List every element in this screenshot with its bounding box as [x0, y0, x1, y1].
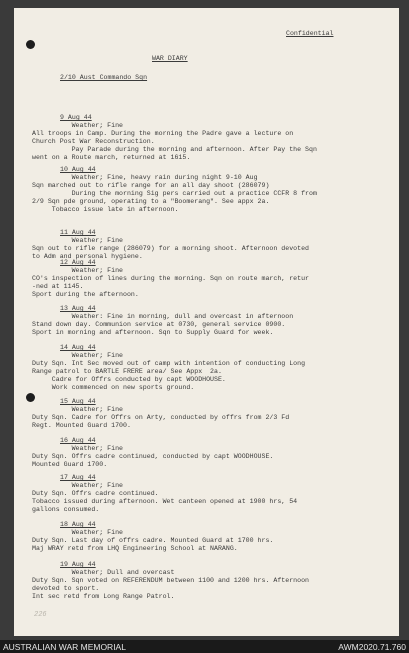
page-title: WAR DIARY: [152, 55, 188, 62]
entry-date: 16 Aug 44: [60, 437, 96, 444]
entry-line: Church Post War Reconstruction.: [32, 138, 155, 145]
entry-line: Weather; Fine: [32, 237, 124, 244]
entry-line: Range patrol to BARTLE FRERE area/ See Appx 2a.: [32, 368, 222, 375]
entry-date: 9 Aug 44: [60, 114, 92, 121]
entry-line: Weather: Fine in morning, dull and overcast in afternoon: [32, 313, 294, 320]
pencil-annotation: 226: [34, 611, 47, 619]
entry-date: 18 Aug 44: [60, 521, 96, 528]
entry-line: 2/9 Sqn pde ground, operating to a "Boomerang". See appx 2a.: [32, 198, 270, 205]
entry-line: to Adm and personal hygiene.: [32, 253, 143, 260]
entry-line: Weather; Fine: [32, 529, 124, 536]
entry-line: Int sec retd from Long Range Patrol.: [32, 593, 175, 600]
entry-line: went on a Route march, returned at 1615.: [32, 154, 191, 161]
entry-line: Sqn marched out to rifle range for an all day shoot (286079): [32, 182, 270, 189]
entry-line: Duty Sqn. Offrs cadre continued.: [32, 490, 159, 497]
entry-date: 11 Aug 44: [60, 229, 96, 236]
entry-line: Maj WRAY retd from LHQ Engineering School at NARANG.: [32, 545, 238, 552]
entry-line: Duty Sqn. Int Sec moved out of camp with intention of conducting Long: [32, 360, 306, 367]
entry-line: Duty Sqn. Sqn voted on REFERENDUM between 1100 and 1200 hrs. Afternoon: [32, 577, 309, 584]
entry-line: Weather; Fine: [32, 482, 124, 489]
entry-line: All troops in Camp. During the morning the Padre gave a lecture on: [32, 130, 294, 137]
entry-line: Weather; Fine, heavy rain during night 9-10 Aug: [32, 174, 258, 181]
entry-line: CO's inspection of lines during the morning. Sqn on route march, retur: [32, 275, 309, 282]
entry-line: gallons consumed.: [32, 506, 100, 513]
entry-line: Duty Sqn. Cadre for Offrs on Arty, conducted by offrs from 2/3 Fd: [32, 414, 290, 421]
entry-date: 17 Aug 44: [60, 474, 96, 481]
entry-line: During the morning Sig pers carried out a practice CCFR 8 from: [32, 190, 317, 197]
entry-line: Weather; Fine: [32, 406, 124, 413]
entry-line: Stand down day. Communion service at 0730, general service 0900.: [32, 321, 286, 328]
unit-name: 2/10 Aust Commando Sqn: [60, 74, 148, 81]
entry-line: Weather; Fine: [32, 122, 124, 129]
entry-line: Tobacco issue late in afternoon.: [32, 206, 179, 213]
entry-line: Mounted Guard 1700.: [32, 461, 108, 468]
entry-line: devoted to sport.: [32, 585, 100, 592]
entry-date: 13 Aug 44: [60, 305, 96, 312]
entry-line: Cadre for Offrs conducted by capt WOODHOUSE.: [32, 376, 226, 383]
entry-line: Tobacco issued during afternoon. Wet canteen opened at 1900 hrs, 54: [32, 498, 298, 505]
footer-institution: AUSTRALIAN WAR MEMORIAL: [3, 642, 126, 652]
entry-line: Weather; Dull and overcast: [32, 569, 175, 576]
diary-page: [14, 8, 399, 636]
entry-line: Regt. Mounted Guard 1700.: [32, 422, 131, 429]
entry-line: Sqn out to rifle range (286079) for a morning shoot. Afternoon devoted: [32, 245, 309, 252]
entry-line: Sport during the afternoon.: [32, 291, 139, 298]
entry-line: Weather; Fine: [32, 352, 124, 359]
classification-label: Confidential: [286, 30, 334, 37]
entry-line: Sport in morning and afternoon. Sqn to Supply Guard for week.: [32, 329, 274, 336]
archive-footer: [0, 640, 409, 653]
entry-line: -ned at 1145.: [32, 283, 84, 290]
entry-date: 19 Aug 44: [60, 561, 96, 568]
entry-line: Work commenced on new sports ground.: [32, 384, 195, 391]
entry-line: Duty Sqn. Last day of offrs cadre. Mounted Guard at 1700 hrs.: [32, 537, 274, 544]
entry-line: Weather; Fine: [32, 445, 124, 452]
punch-hole: [26, 393, 35, 402]
entry-line: Pay Parade during the morning and afternoon. After Pay the Sqn: [32, 146, 317, 153]
entry-date: 14 Aug 44: [60, 344, 96, 351]
entry-date: 12 Aug 44: [60, 259, 96, 266]
entry-date: 15 Aug 44: [60, 398, 96, 405]
punch-hole: [26, 40, 35, 49]
entry-line: Duty Sqn. Offrs cadre continued, conducted by capt WOODHOUSE.: [32, 453, 274, 460]
entry-line: Weather; Fine: [32, 267, 124, 274]
entry-date: 10 Aug 44: [60, 166, 96, 173]
footer-accession: AWM2020.71.760: [338, 642, 406, 652]
